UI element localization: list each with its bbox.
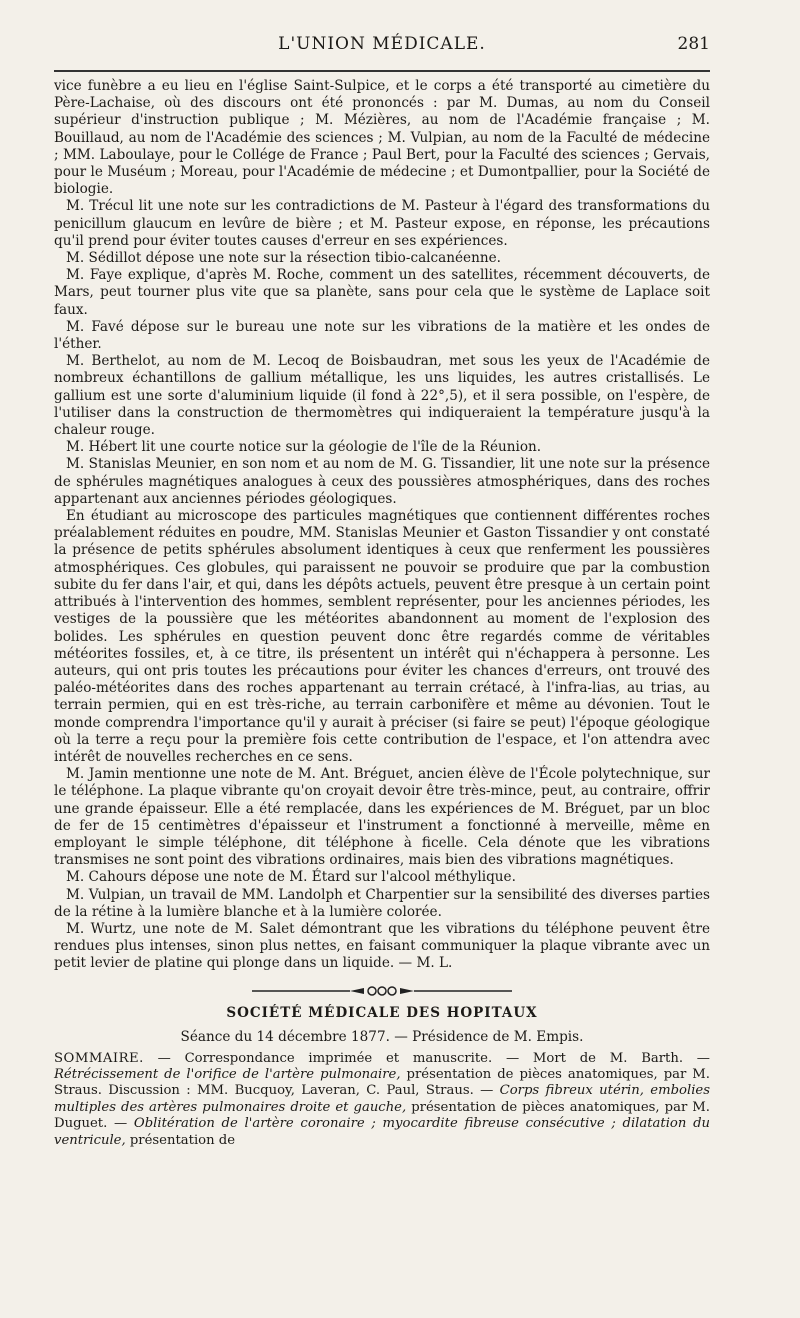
summary-block — [54, 1051, 710, 1149]
paragraph-vulpian: M. Vulpian, un travail de MM. Landolph et Charpentier sur la sensibilité des diverses parties de la rétine à la lumière blanche et à la lumière colorée. — [54, 886, 710, 920]
summary-text-1: — Correspondance imprimée et manuscrite. — Mort de M. Barth. — — [143, 1050, 710, 1066]
header-rule — [54, 70, 710, 72]
session-line: Séance du 14 décembre 1877. — Présidence de M. Empis. — [180, 1028, 584, 1045]
paragraph-wurtz: M. Wurtz, une note de M. Salet démontrant que les vibrations du téléphone peuvent être rendues plus intenses, sinon plus nettes, en faisant communiquer la plaque vibrante avec un petit levier de platine qui plonge dans un liquide. — M. L. — [54, 920, 710, 972]
summary-topic-3: Oblitération de l'artère coronaire ; myocardite fibreuse consécutive ; dilatation du ventricule, — [54, 1116, 710, 1148]
paragraph-funeral: vice funèbre a eu lieu en l'église Saint-Sulpice, et le corps a été transporté au cimetière du Père-Lachaise, où des discours ont été prononcés : par M. Dumas, au nom du Conseil supérieur d'instruction publique ; M. Mézières, au nom de l'Académie française ; M. Bouillaud, au nom de l'Académie des sciences ; M. Vulpian, au nom de la Faculté de médecine ; MM. Laboulaye, pour le Collége de France ; Paul Bert, pour la Faculté des sciences ; Gervais, pour le Muséum ; Moreau, pour l'Académie de médecine ; et Dumontpallier, pour la Société de biologie. — [54, 78, 710, 198]
paragraph-fave: M. Favé dépose sur le bureau une note sur les vibrations de la matière et les ondes de l'éther. — [54, 318, 710, 353]
summary-text-4: présentation de — [125, 1132, 236, 1148]
article-body — [54, 78, 710, 973]
paragraph-faye: M. Faye explique, d'après M. Roche, comment un des satellites, récemment découverts, de Mars, peut tourner plus vite que sa planète, sans pour cela que le système de Laplace soit faux. — [54, 267, 710, 318]
paragraph-sedillot: M. Sédillot dépose une note sur la résection tibio-calcanéenne. — [66, 250, 501, 267]
section-title: SOCIÉTÉ MÉDICALE DES HOPITAUX — [226, 1004, 538, 1021]
section-ornament — [252, 985, 512, 997]
summary-label: SOMMAIRE. — [54, 1050, 144, 1066]
summary-topic-2: Corps fibreux utérin, embolies multiples des artères pulmonaires droite et gauche, — [54, 1083, 710, 1115]
paragraph-trecul: M. Trécul lit une note sur les contradictions de M. Pasteur à l'égard des transformations du penicillum glaucum en levûre de bière ; et M. Pasteur expose, en réponse, les précautions qu'il prend pour éviter toutes causes d'erreur en ses expériences. — [54, 198, 710, 249]
running-title: L'UNION MÉDICALE. — [278, 34, 486, 54]
paragraph-berthelot: M. Berthelot, au nom de M. Lecoq de Boisbaudran, met sous les yeux de l'Académie de nombreux échantillons de gallium métallique, les uns liquides, les autres cristallisés. Le gallium est une sorte d'aluminium liquide (il fond à 22°,5), et il sera possible, on l'espère, de l'utiliser dans la construction de thermomètres qui indiqueraient la température jusqu'à la chaleur rouge. — [54, 353, 710, 439]
summary-text-2: présentation de pièces anatomiques, par M. Straus. Discussion : MM. Bucquoy, Laveran, C. Paul, Straus. — — [54, 1066, 711, 1099]
paragraph-cahours: M. Cahours dépose une note de M. Étard sur l'alcool méthylique. — [66, 869, 516, 886]
journal-page — [54, 30, 710, 1149]
summary-topic-1: Rétrécissement de l'orifice de l'artère pulmonaire, — [54, 1066, 401, 1082]
paragraph-microscope: En étudiant au microscope des particules magnétiques que contiennent différentes roches préalablement réduites en poudre, MM. Stanislas Meunier et Gaston Tissandier y ont constaté la présence de petits sphérules absolument identiques à ceux que renferment les poussières atmosphériques. Ces globules, qui paraissent ne pouvoir se produire que par la combustion subite du fer dans l'air, et qui, dans les dépôts actuels, peuvent être presque à un certain point attribués à l'intervention des hommes, semblent représenter, pour les anciennes périodes, les vestiges de la poussière que les météorites abandonnent au moment de l'explosion des bolides. Les sphérules en question peuvent donc être regardés comme de véritables météorites fossiles, et, à ce titre, ils présentent un intérêt qui n'échappera à personne. Les auteurs, qui ont pris toutes les précautions pour éviter les chances d'erreurs, ont trouvé des paléo-météorites dans des roches appartenant au terrain crétacé, à l'infra-lias, au trias, au terrain permien, qui en est très-riche, au terrain carbonifère et même au dévonien. Tout le monde comprendra l'importance qu'il y aurait à préciser (si faire se peut) l'époque géologique où la terre a reçu pour la première fois cette contribution de l'espace, et l'on attendra avec intérêt de nouvelles recherches en ce sens. — [54, 508, 710, 765]
paragraph-meunier: M. Stanislas Meunier, en son nom et au nom de M. G. Tissandier, lit une note sur la présence de sphérules magnétiques analogues à ceux des poussières atmosphériques, dans des roches appartenant aux anciennes périodes géologiques. — [54, 456, 710, 507]
page-number: 281 — [677, 34, 710, 54]
paragraph-hebert: M. Hébert lit une courte notice sur la géologie de l'île de la Réunion. — [66, 439, 542, 456]
page-header — [54, 30, 710, 58]
paragraph-jamin: M. Jamin mentionne une note de M. Ant. Bréguet, ancien élève de l'École polytechnique, sur le téléphone. La plaque vibrante qu'on croyait devoir être très-mince, peut, au contraire, offrir une grande épaisseur. Elle a été remplacée, dans les expériences de M. Bréguet, par un bloc de fer de 15 centimètres d'épaisseur et l'instrument a fonctionné à merveille, même en employant le simple téléphone, dit téléphone à ficelle. Cela dénote que les vibrations transmises ne sont point des vibrations ordinaires, mais bien des vibrations magnétiques. — [54, 766, 710, 869]
summary-text-3: présentation de pièces anatomiques, par M. Duguet. — — [54, 1099, 710, 1132]
